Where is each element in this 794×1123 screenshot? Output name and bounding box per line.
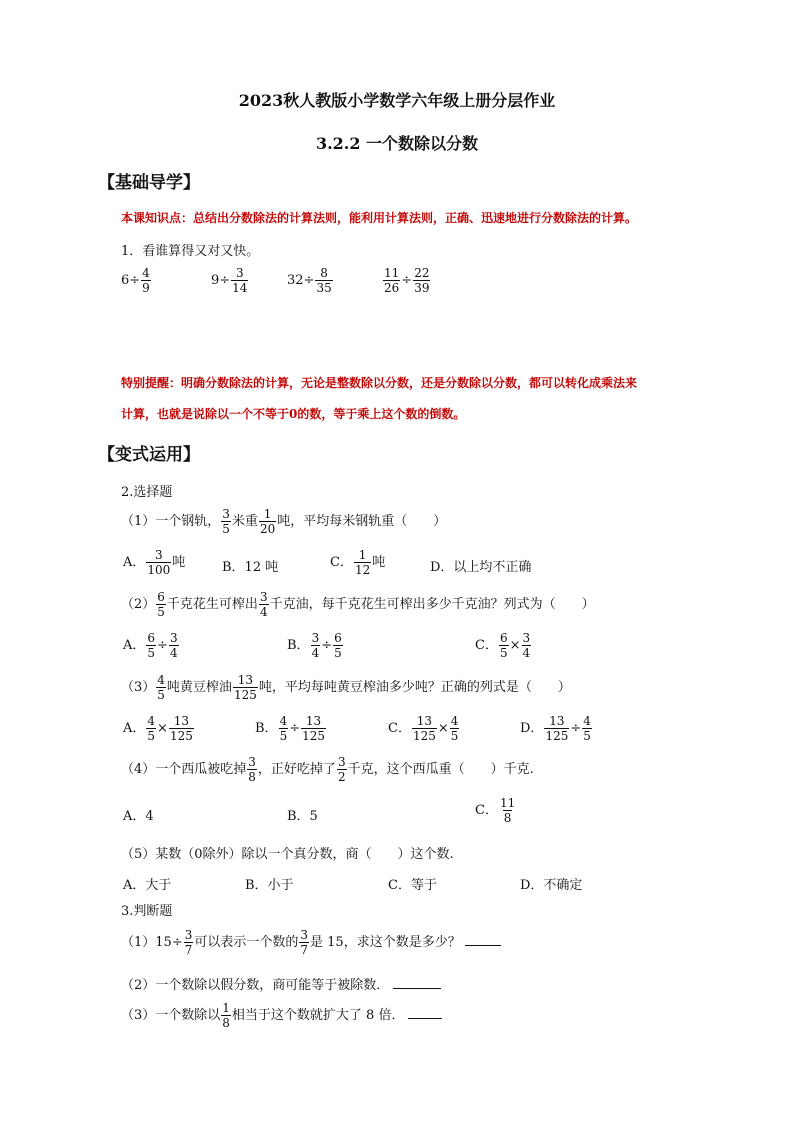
operator: × [437,721,449,736]
question-3-3 [121,1002,442,1029]
option-a[interactable]: A．4 [123,809,154,824]
numerator: 11 [499,796,516,810]
fraction [146,549,171,576]
fraction [311,632,321,659]
calc-prefix: 32÷ [287,273,315,288]
denominator: 5 [157,605,165,619]
fraction [231,267,248,294]
question-text: 米重 [231,514,258,529]
denominator: 5 [157,688,165,702]
question-text: （2）一个数除以假分数，商可能等于被除数． [121,978,390,993]
option-label: C． [388,721,411,736]
operator: ÷ [401,273,413,288]
option-d[interactable]: D．以上均不正确 [430,560,532,575]
numerator: 4 [157,673,165,687]
fraction [259,508,276,535]
operator: ÷ [570,721,582,736]
option-d[interactable]: D．不确定 [520,878,583,893]
fraction [233,674,258,701]
knowledge-point: 本课知识点：总结出分数除法的计算法则，能利用计算法则，正确、迅速地进行分数除法的计算。 [121,211,638,225]
denominator: 125 [302,729,326,743]
question-3-1 [121,929,501,956]
fraction [301,715,326,742]
denominator: 5 [583,729,591,743]
question-text: （3） [121,680,156,695]
fraction [413,267,430,294]
fraction [333,632,343,659]
denominator: 8 [248,770,256,784]
unit: 吨 [372,555,386,570]
question-2-1 [121,508,446,535]
denominator: 125 [412,729,436,743]
denominator: 7 [300,943,309,957]
fraction [499,797,516,824]
question-3-label: 3.判断题 [121,904,173,919]
operator: × [509,638,521,653]
special-tip-line-1: 特别提醒：明确分数除法的计算，无论是整数除以分数，还是分数除以分数，都可以转化成乘法来 [121,376,638,390]
fraction [169,715,194,742]
fraction [544,715,569,742]
denominator: 5 [334,646,342,660]
fraction [169,632,179,659]
page-title: 2023秋人教版小学数学六年级上册分层作业 [238,91,556,110]
fraction [299,929,309,956]
option-label: A． [123,638,146,653]
question-text: 千克油，每千克花生可榨出多少千克油？列式为（ ） [269,597,595,612]
question-text: 千克花生可榨出 [166,597,258,612]
denominator: 9 [142,281,150,295]
numerator: 1 [222,1001,230,1015]
numerator: 13 [549,714,565,728]
numerator: 4 [142,266,150,280]
fraction [247,756,257,783]
answer-blank[interactable] [465,933,501,946]
numerator: 6 [147,631,156,645]
fraction [184,929,194,956]
numerator: 22 [414,266,430,280]
denominator: 125 [169,729,193,743]
calc-prefix: 9÷ [211,273,231,288]
calc-item [121,267,152,294]
fraction [259,591,269,618]
denominator: 125 [233,688,257,702]
calc-item [382,267,431,294]
denominator: 5 [147,729,156,743]
fraction [383,267,400,294]
denominator: 2 [337,770,346,784]
option-a[interactable] [123,715,195,742]
option-a[interactable] [123,549,185,576]
option-b[interactable]: B．小于 [245,878,294,893]
question-text: 千克，这个西瓜重（ ）千克. [347,762,534,777]
fraction [499,632,509,659]
fraction [337,756,347,783]
operator: × [157,721,168,736]
option-b[interactable] [255,715,327,742]
operator: ÷ [157,638,168,653]
denominator: 5 [222,522,230,536]
option-a[interactable]: A．大于 [123,878,172,893]
fraction [221,1002,231,1029]
question-text: 相当于这个数就扩大了 8 倍． [231,1008,405,1023]
section-heading-basic: 【基础导学】 [98,173,200,193]
denominator: 20 [259,522,276,536]
fraction [315,267,332,294]
denominator: 4 [169,646,178,660]
numerator: 6 [499,631,508,645]
denominator: 26 [384,281,400,295]
question-3-2 [121,974,441,993]
unit: 吨 [172,555,186,570]
numerator: 3 [259,590,268,604]
denominator: 12 [354,563,371,577]
question-text: 吨，平均每米钢轨重（ ） [277,514,447,529]
denominator: 5 [279,729,288,743]
numerator: 3 [300,928,309,942]
denominator: 35 [316,281,332,295]
fraction [141,267,151,294]
option-c[interactable] [475,797,517,824]
denominator: 100 [147,563,171,577]
numerator: 11 [384,266,400,280]
fraction [146,715,156,742]
denominator: 4 [259,605,268,619]
option-label: D． [520,721,544,736]
numerator: 4 [279,714,288,728]
question-text: （1）一个钢轨， [121,514,221,529]
special-tip-line-2: 计算，也就是说除以一个不等于0的数，等于乘上这个数的倒数。 [121,407,466,421]
option-c[interactable] [330,549,385,576]
option-c[interactable] [388,715,460,742]
option-label: A． [123,555,146,570]
option-label: B． [255,721,278,736]
fraction [582,715,592,742]
denominator: 8 [503,811,512,825]
option-label: C． [330,555,353,570]
numerator: 3 [184,928,193,942]
lesson-subtitle: 3.2.2 一个数除以分数 [315,134,479,153]
fraction [354,549,371,576]
numerator: 3 [222,507,230,521]
numerator: 13 [173,714,190,728]
numerator: 6 [334,631,342,645]
question-text: 吨，平均每吨黄豆榨油多少吨？正确的列式是（ ） [258,680,571,695]
option-label: C． [475,638,498,653]
fraction [156,591,166,618]
option-label: B． [287,638,310,653]
question-text: （2） [121,597,156,612]
question-text: （4）一个西瓜被吃掉 [121,762,247,777]
question-text: （1）15÷ [121,935,183,950]
option-b[interactable]: B．5 [287,809,318,824]
numerator: 6 [157,590,165,604]
numerator: 3 [522,631,531,645]
operator: ÷ [289,721,301,736]
fraction [450,715,460,742]
numerator: 13 [305,714,322,728]
numerator: 4 [450,714,459,728]
denominator: 8 [222,1016,230,1030]
question-2-label: 2.选择题 [121,485,173,500]
fraction [146,632,156,659]
numerator: 13 [237,673,254,687]
calc-prefix: 6÷ [121,273,141,288]
denominator: 39 [414,281,430,295]
numerator: 1 [263,507,272,521]
numerator: 3 [169,631,178,645]
denominator: 5 [450,729,459,743]
option-b[interactable] [287,632,344,659]
answer-blank[interactable] [408,1006,442,1019]
option-d[interactable] [520,715,593,742]
question-2-2 [121,591,595,618]
numerator: 3 [248,755,256,769]
question-text: ，正好吃掉了 [257,762,336,777]
denominator: 14 [232,281,248,295]
denominator: 4 [522,646,531,660]
fraction [279,715,289,742]
section-heading-variant: 【变式运用】 [98,445,200,465]
option-label: C． [475,803,498,818]
question-2-4 [121,756,534,783]
denominator: 7 [184,943,193,957]
answer-blank[interactable] [393,976,441,989]
numerator: 13 [416,714,433,728]
option-a[interactable] [123,632,180,659]
fraction [156,674,166,701]
fraction [522,632,532,659]
question-text: （3）一个数除以 [121,1008,221,1023]
question-2-5: （5）某数（0除外）除以一个真分数，商（ ）这个数. [121,847,454,862]
fraction [221,508,231,535]
question-2-3 [121,674,571,701]
numerator: 3 [235,266,244,280]
numerator: 3 [155,548,163,562]
option-c[interactable] [475,632,532,659]
calc-item [211,267,249,294]
denominator: 4 [311,646,320,660]
question-text: 是 15，求这个数是多少？ [310,935,461,950]
question-1-label: 1．看谁算得又对又快。 [121,244,260,259]
numerator: 1 [358,548,367,562]
option-c[interactable]: C．等于 [388,878,437,893]
option-label: A． [123,721,146,736]
numerator: 3 [311,631,320,645]
fraction [412,715,437,742]
denominator: 5 [499,646,508,660]
numerator: 3 [337,755,346,769]
numerator: 8 [320,266,328,280]
numerator: 4 [583,714,591,728]
operator: ÷ [321,638,333,653]
denominator: 125 [545,729,569,743]
option-b[interactable]: B．12 吨 [222,560,279,575]
calc-item [287,267,334,294]
question-text: 可以表示一个数的 [194,935,299,950]
denominator: 5 [147,646,156,660]
numerator: 4 [147,714,156,728]
question-text: 吨黄豆榨油 [166,680,232,695]
